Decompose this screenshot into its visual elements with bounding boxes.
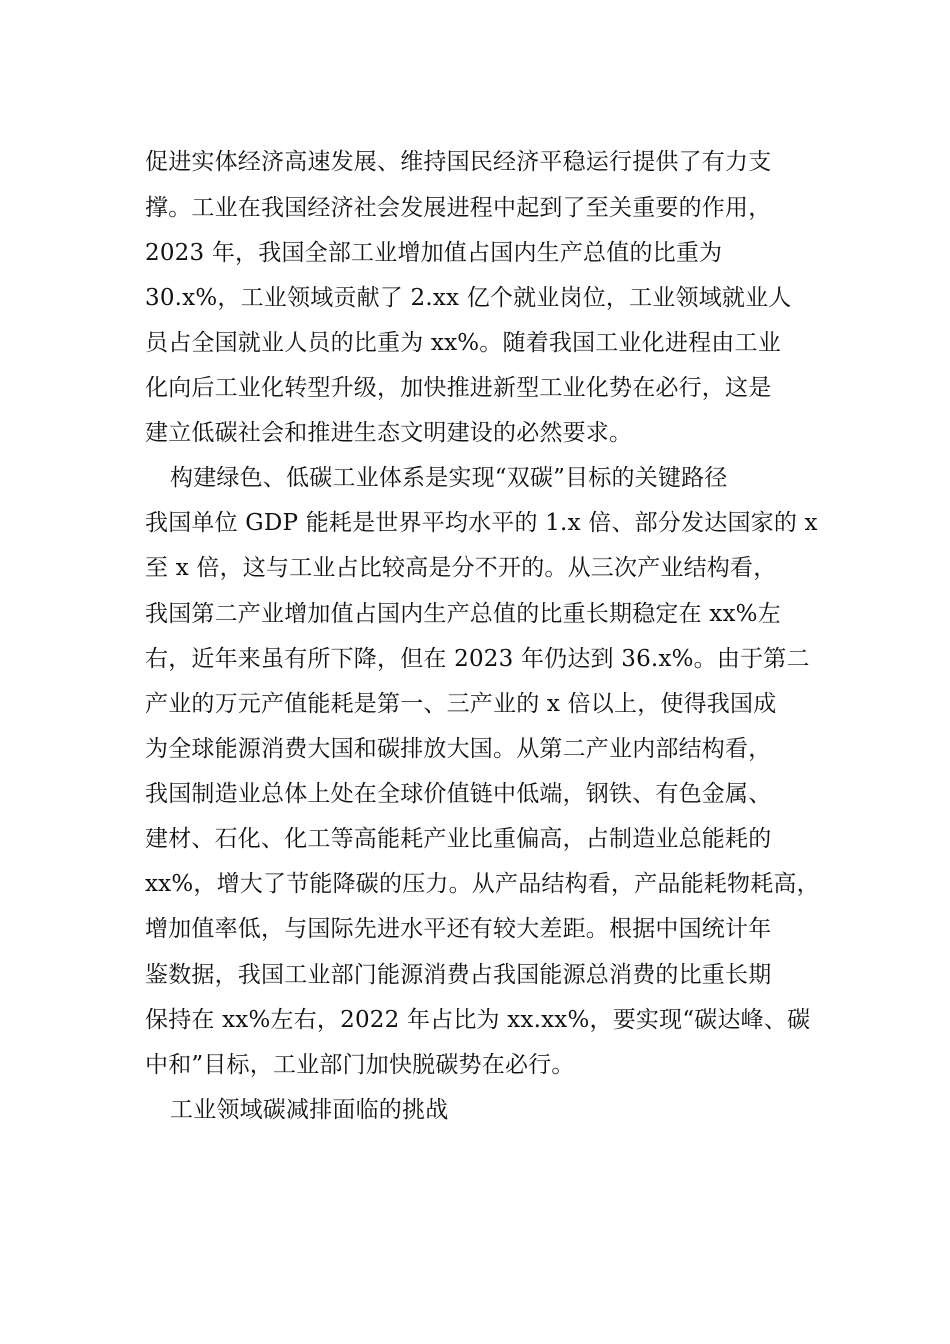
- paragraph-2-line-6: 为全球能源消费大国和碳排放大国。从第二产业内部结构看，: [145, 736, 772, 762]
- section-heading-2: 工业领域碳减排面临的挑战: [170, 1097, 449, 1123]
- paragraph-1-line-1: 促进实体经济高速发展、维持国民经济平稳运行提供了有力支: [145, 149, 772, 175]
- paragraph-2-line-11: 鉴数据，我国工业部门能源消费占我国能源总消费的比重长期: [145, 962, 772, 988]
- paragraph-1-line-6: 化向后工业化转型升级，加快推进新型工业化势在必行，这是: [145, 375, 772, 401]
- section-heading-1: 构建绿色、低碳工业体系是实现“双碳”目标的关键路径: [170, 465, 728, 491]
- paragraph-2-line-2: 至 x 倍，这与工业占比较高是分不开的。从三次产业结构看，: [145, 555, 777, 581]
- paragraph-1-line-7: 建立低碳社会和推进生态文明建设的必然要求。: [145, 420, 633, 446]
- paragraph-2-line-9: xx%，增大了节能降碳的压力。从产品结构看，产品能耗物耗高，: [145, 871, 820, 897]
- paragraph-2-line-7: 我国制造业总体上处在全球价值链中低端，钢铁、有色金属、: [145, 781, 772, 807]
- paragraph-2-line-10: 增加值率低，与国际先进水平还有较大差距。根据中国统计年: [145, 916, 772, 942]
- paragraph-1-line-5: 员占全国就业人员的比重为 xx%。随着我国工业化进程由工业: [145, 330, 781, 356]
- paragraph-1-line-4: 30.x%，工业领域贡献了 2.xx 亿个就业岗位，工业领域就业人: [145, 285, 792, 311]
- paragraph-2-line-5: 产业的万元产值能耗是第一、三产业的 x 倍以上，使得我国成: [145, 691, 777, 717]
- paragraph-1-line-2: 撑。工业在我国经济社会发展进程中起到了至关重要的作用，: [145, 195, 772, 221]
- paragraph-2-line-3: 我国第二产业增加值占国内生产总值的比重长期稳定在 xx%左: [145, 601, 781, 627]
- paragraph-1-line-3: 2023 年，我国全部工业增加值占国内生产总值的比重为: [145, 240, 723, 266]
- paragraph-2-line-13: 中和”目标，工业部门加快脱碳势在必行。: [145, 1052, 575, 1078]
- paragraph-2-line-4: 右，近年来虽有所下降，但在 2023 年仍达到 36.x%。由于第二: [145, 646, 810, 672]
- paragraph-2-line-12: 保持在 xx%左右，2022 年占比为 xx.xx%，要实现“碳达峰、碳: [145, 1007, 811, 1033]
- paragraph-2-line-1: 我国单位 GDP 能耗是世界平均水平的 1.x 倍、部分发达国家的 x: [145, 510, 818, 536]
- paragraph-2-line-8: 建材、石化、化工等高能耗产业比重偏高，占制造业总能耗的: [145, 826, 772, 852]
